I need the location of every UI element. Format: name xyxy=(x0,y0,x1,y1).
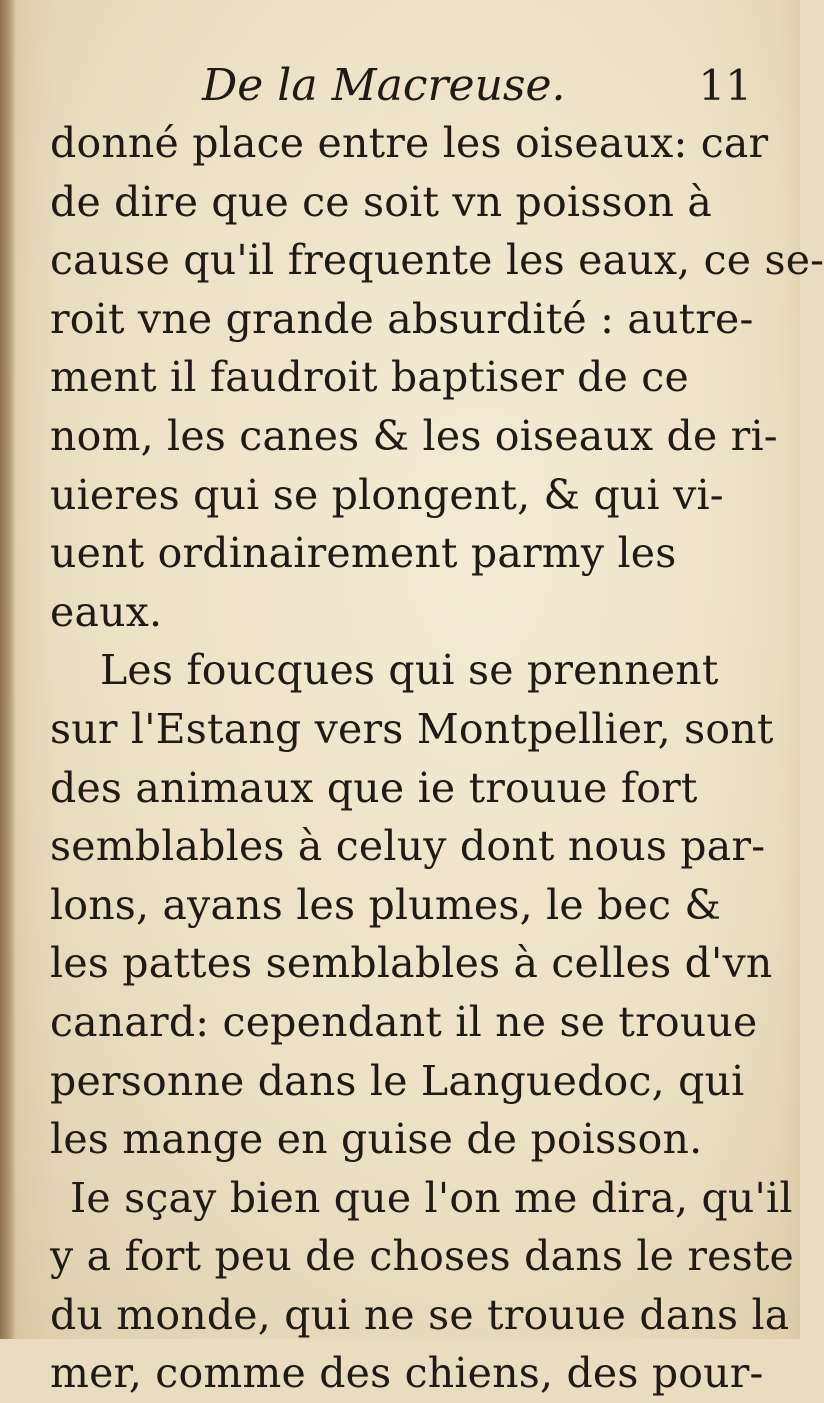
text-line: les mange en guise de poisson. xyxy=(50,1115,703,1164)
text-line: les pattes semblables à celles d'vn xyxy=(50,939,773,988)
text-line: de dire que ce soit vn poisson à xyxy=(50,177,713,226)
running-head xyxy=(52,56,760,116)
text-line: y a fort peu de choses dans le reste xyxy=(50,1232,794,1281)
text-line: eaux. xyxy=(50,587,163,636)
text-line: uent ordinairement parmy les xyxy=(50,529,677,578)
paragraph-first-line: Les foucques qui se prennent xyxy=(100,646,719,695)
page-number: 11 xyxy=(698,61,752,110)
body-text xyxy=(50,114,824,1403)
text-line: des animaux que ie trouue fort xyxy=(50,763,698,812)
running-title: De la Macreuse. xyxy=(202,60,566,111)
text-line: mer, comme des chiens, des pour- xyxy=(50,1349,764,1398)
text-line: semblables à celuy dont nous par- xyxy=(50,822,766,871)
book-gutter xyxy=(0,0,16,1339)
text-line: nom, les canes & les oiseaux de ri- xyxy=(50,411,778,460)
text-line: sur l'Estang vers Montpellier, sont xyxy=(50,704,774,753)
text-line: uieres qui se plongent, & qui vi- xyxy=(50,470,724,519)
text-line: lons, ayans les plumes, le bec & xyxy=(50,880,722,929)
text-line: roit vne grande absurdité : autre- xyxy=(50,294,754,343)
text-line: personne dans le Languedoc, qui xyxy=(50,1056,745,1105)
text-line: ment il faudroit baptiser de ce xyxy=(50,353,689,402)
text-line: cause qu'il frequente les eaux, ce se- xyxy=(50,236,824,285)
text-line: du monde, qui ne se trouue dans la xyxy=(50,1290,790,1339)
paragraph-first-line: Ie sçay bien que l'on me dira, qu'il xyxy=(70,1173,793,1222)
text-line: canard: cependant il ne se trouue xyxy=(50,997,758,1046)
text-line: donné place entre les oiseaux: car xyxy=(50,119,769,167)
